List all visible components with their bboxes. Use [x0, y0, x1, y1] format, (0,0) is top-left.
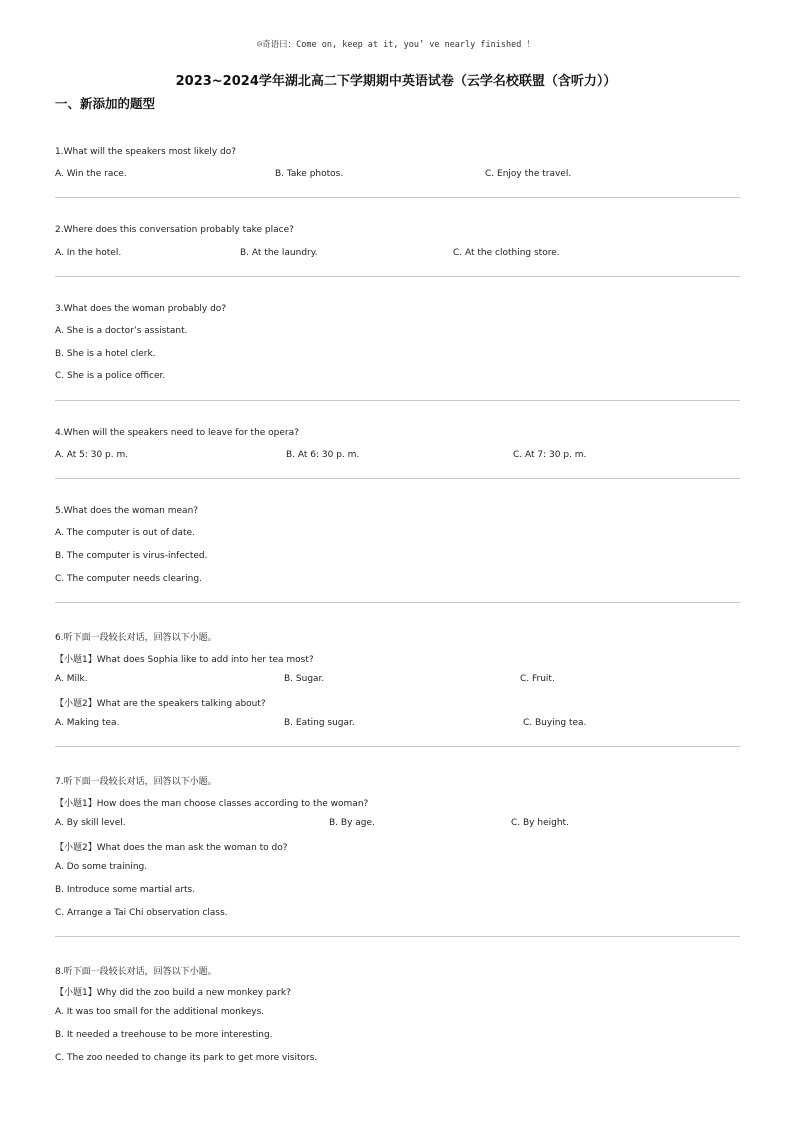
option-a[interactable]: A. It was too small for the additional monkeys.: [55, 1007, 265, 1017]
question-stem: 6.听下面一段较长对话，回答以下小题。: [55, 633, 217, 643]
option-c[interactable]: C. Fruit.: [520, 674, 555, 684]
divider: [55, 197, 740, 198]
question-stem: 4.When will the speakers need to leave for the opera?: [55, 428, 299, 438]
option-c[interactable]: C. The computer needs clearing.: [55, 574, 202, 584]
option-b[interactable]: B. At the laundry.: [240, 248, 318, 258]
option-c[interactable]: C. Buying tea.: [523, 718, 587, 728]
question-stem: 2.Where does this conversation probably take place?: [55, 225, 294, 235]
divider: [55, 478, 740, 479]
page-title: 2023~2024学年湖北高二下学期期中英语试卷（云学名校联盟（含听力））: [175, 74, 617, 89]
question-stem: 5.What does the woman mean?: [55, 506, 199, 516]
option-a[interactable]: A. By skill level.: [55, 818, 126, 828]
option-b[interactable]: B. Introduce some martial arts.: [55, 885, 196, 895]
option-c[interactable]: C. Arrange a Tai Chi observation class.: [55, 908, 228, 918]
sub-question-stem: 【小题1】What does Sophia like to add into her tea most?: [55, 655, 314, 665]
option-a[interactable]: A. Making tea.: [55, 718, 120, 728]
divider: [55, 602, 740, 603]
option-b[interactable]: B. It needed a treehouse to be more interesting.: [55, 1030, 273, 1040]
option-a[interactable]: A. Do some training.: [55, 862, 148, 872]
divider: [55, 276, 740, 277]
option-b[interactable]: B. The computer is virus-infected.: [55, 551, 208, 561]
encouragement-note: ☺奇语曰：Come on, keep at it, you’ ve nearly finished ！: [257, 40, 535, 50]
divider: [55, 746, 740, 747]
option-c[interactable]: C. By height.: [511, 818, 569, 828]
option-c[interactable]: C. At 7: 30 p. m.: [513, 450, 587, 460]
question-stem: 8.听下面一段较长对话，回答以下小题。: [55, 967, 217, 977]
option-b[interactable]: B. By age.: [329, 818, 375, 828]
question-stem: 7.听下面一段较长对话，回答以下小题。: [55, 777, 217, 787]
option-c[interactable]: C. At the clothing store.: [453, 248, 560, 258]
question-stem: 1.What will the speakers most likely do?: [55, 147, 237, 157]
divider: [55, 400, 740, 401]
option-a[interactable]: A. Milk.: [55, 674, 88, 684]
sub-question-stem: 【小题2】What does the man ask the woman to do?: [55, 843, 288, 853]
section-heading: 一、新添加的题型: [55, 96, 156, 111]
option-b[interactable]: B. Take photos.: [275, 169, 344, 179]
option-a[interactable]: A. She is a doctor’s assistant.: [55, 326, 188, 336]
option-c[interactable]: C. Enjoy the travel.: [485, 169, 572, 179]
divider: [55, 936, 740, 937]
option-c[interactable]: C. She is a police officer.: [55, 371, 166, 381]
option-b[interactable]: B. At 6: 30 p. m.: [286, 450, 360, 460]
option-b[interactable]: B. Eating sugar.: [284, 718, 355, 728]
option-b[interactable]: B. She is a hotel clerk.: [55, 349, 156, 359]
sub-question-stem: 【小题1】How does the man choose classes according to the woman?: [55, 799, 369, 809]
option-a[interactable]: A. At 5: 30 p. m.: [55, 450, 129, 460]
option-b[interactable]: B. Sugar.: [284, 674, 325, 684]
option-c[interactable]: C. The zoo needed to change its park to get more visitors.: [55, 1053, 318, 1063]
sub-question-stem: 【小题2】What are the speakers talking about?: [55, 699, 266, 709]
option-a[interactable]: A. The computer is out of date.: [55, 528, 195, 538]
question-stem: 3.What does the woman probably do?: [55, 304, 227, 314]
sub-question-stem: 【小题1】Why did the zoo build a new monkey park?: [55, 988, 291, 998]
option-a[interactable]: A. Win the race.: [55, 169, 127, 179]
option-a[interactable]: A. In the hotel.: [55, 248, 122, 258]
